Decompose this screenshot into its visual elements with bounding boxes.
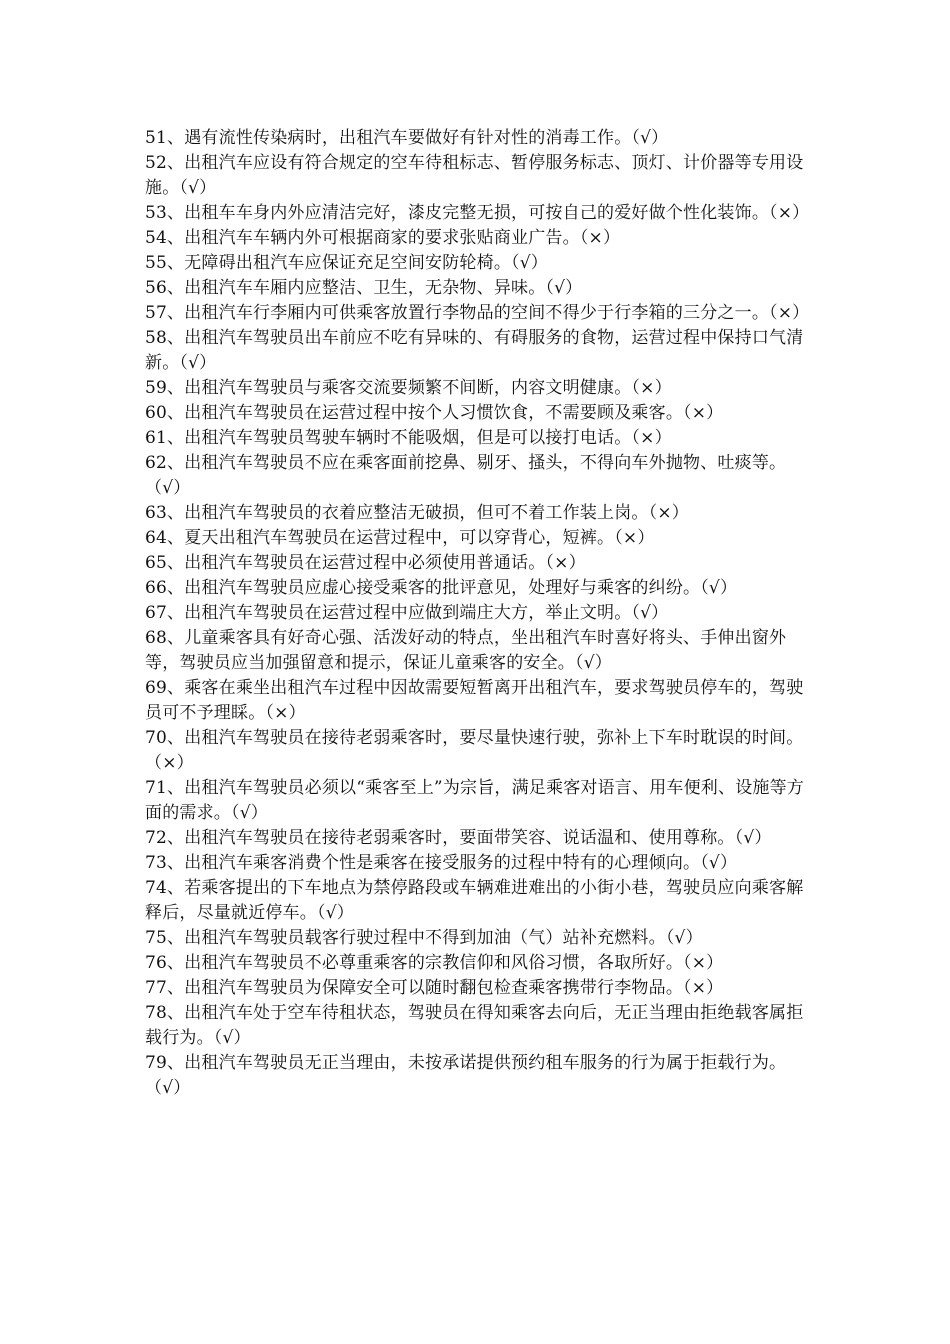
question-item-79: 79、出租汽车驾驶员无正当理由，未按承诺提供预约租车服务的行为属于拒载行为。（√） <box>145 1053 787 1098</box>
question-item-69: 69、乘客在乘坐出租汽车过程中因故需要短暂离开出租汽车，要求驾驶员停车的，驾驶员可不予理睬。（×） <box>145 678 804 723</box>
question-item-61: 61、出租汽车驾驶员驾驶车辆时不能吸烟，但是可以接打电话。（×） <box>145 428 672 448</box>
question-item-64: 64、夏天出租汽车驾驶员在运营过程中，可以穿背心，短裤。（×） <box>145 528 655 548</box>
question-item-57: 57、出租汽车行李厢内可供乘客放置行李物品的空间不得少于行李箱的三分之一。（×） <box>145 303 810 323</box>
question-item-59: 59、出租汽车驾驶员与乘客交流要频繁不间断，内容文明健康。（×） <box>145 378 672 398</box>
question-item-58: 58、出租汽车驾驶员出车前应不吃有异味的、有碍服务的食物，运营过程中保持口气清新。（√） <box>145 328 804 373</box>
question-item-53: 53、出租车车身内外应清洁完好，漆皮完整无损，可按自己的爱好做个性化装饰。（×） <box>145 203 810 223</box>
question-item-52: 52、出租汽车应设有符合规定的空车待租标志、暂停服务标志、顶灯、计价器等专用设施。（√） <box>145 153 804 198</box>
question-item-67: 67、出租汽车驾驶员在运营过程中应做到端庄大方，举止文明。（√） <box>145 603 669 623</box>
question-item-63: 63、出租汽车驾驶员的衣着应整洁无破损，但可不着工作装上岗。（×） <box>145 503 689 523</box>
question-item-78: 78、出租汽车处于空车待租状态，驾驶员在得知乘客去向后，无正当理由拒绝载客属拒载行为。（√） <box>145 1003 804 1048</box>
question-item-71: 71、出租汽车驾驶员必须以“乘客至上”为宗旨，满足乘客对语言、用车便利、设施等方面的需求。（√） <box>145 778 805 823</box>
question-list <box>145 126 810 1101</box>
question-item-74: 74、若乘客提出的下车地点为禁停路段或车辆难进难出的小街小巷，驾驶员应向乘客解释后，尽量就近停车。（√） <box>145 878 804 923</box>
question-item-65: 65、出租汽车驾驶员在运营过程中必须使用普通话。（×） <box>145 553 586 573</box>
question-item-73: 73、出租汽车乘客消费个性是乘客在接受服务的过程中特有的心理倾向。（√） <box>145 853 738 873</box>
question-item-76: 76、出租汽车驾驶员不必尊重乘客的宗教信仰和风俗习惯，各取所好。（×） <box>145 953 724 973</box>
question-item-60: 60、出租汽车驾驶员在运营过程中按个人习惯饮食，不需要顾及乘客。（×） <box>145 403 724 423</box>
question-item-56: 56、出租汽车车厢内应整洁、卫生，无杂物、异味。（√） <box>145 278 583 298</box>
question-item-62: 62、出租汽车驾驶员不应在乘客面前挖鼻、剔牙、搔头，不得向车外抛物、吐痰等。（√） <box>145 453 787 498</box>
question-item-66: 66、出租汽车驾驶员应虚心接受乘客的批评意见，处理好与乘客的纠纷。（√） <box>145 578 738 598</box>
question-item-55: 55、无障碍出租汽车应保证充足空间安防轮椅。（√） <box>145 253 548 273</box>
question-item-72: 72、出租汽车驾驶员在接待老弱乘客时，要面带笑容、说话温和、使用尊称。（√） <box>145 828 772 848</box>
question-item-54: 54、出租汽车车辆内外可根据商家的要求张贴商业广告。（×） <box>145 228 621 248</box>
question-item-75: 75、出租汽车驾驶员载客行驶过程中不得到加油（气）站补充燃料。（√） <box>145 928 703 948</box>
question-item-77: 77、出租汽车驾驶员为保障安全可以随时翻包检查乘客携带行李物品。（×） <box>145 978 724 998</box>
question-item-70: 70、出租汽车驾驶员在接待老弱乘客时，要尽量快速行驶，弥补上下车时耽误的时间。（×） <box>145 728 804 773</box>
question-item-68: 68、儿童乘客具有好奇心强、活泼好动的特点，坐出租汽车时喜好将头、手伸出窗外等，驾驶员应当加强留意和提示，保证儿童乘客的安全。（√） <box>145 628 787 673</box>
question-item-51: 51、遇有流性传染病时，出租汽车要做好有针对性的消毒工作。（√） <box>145 128 669 148</box>
